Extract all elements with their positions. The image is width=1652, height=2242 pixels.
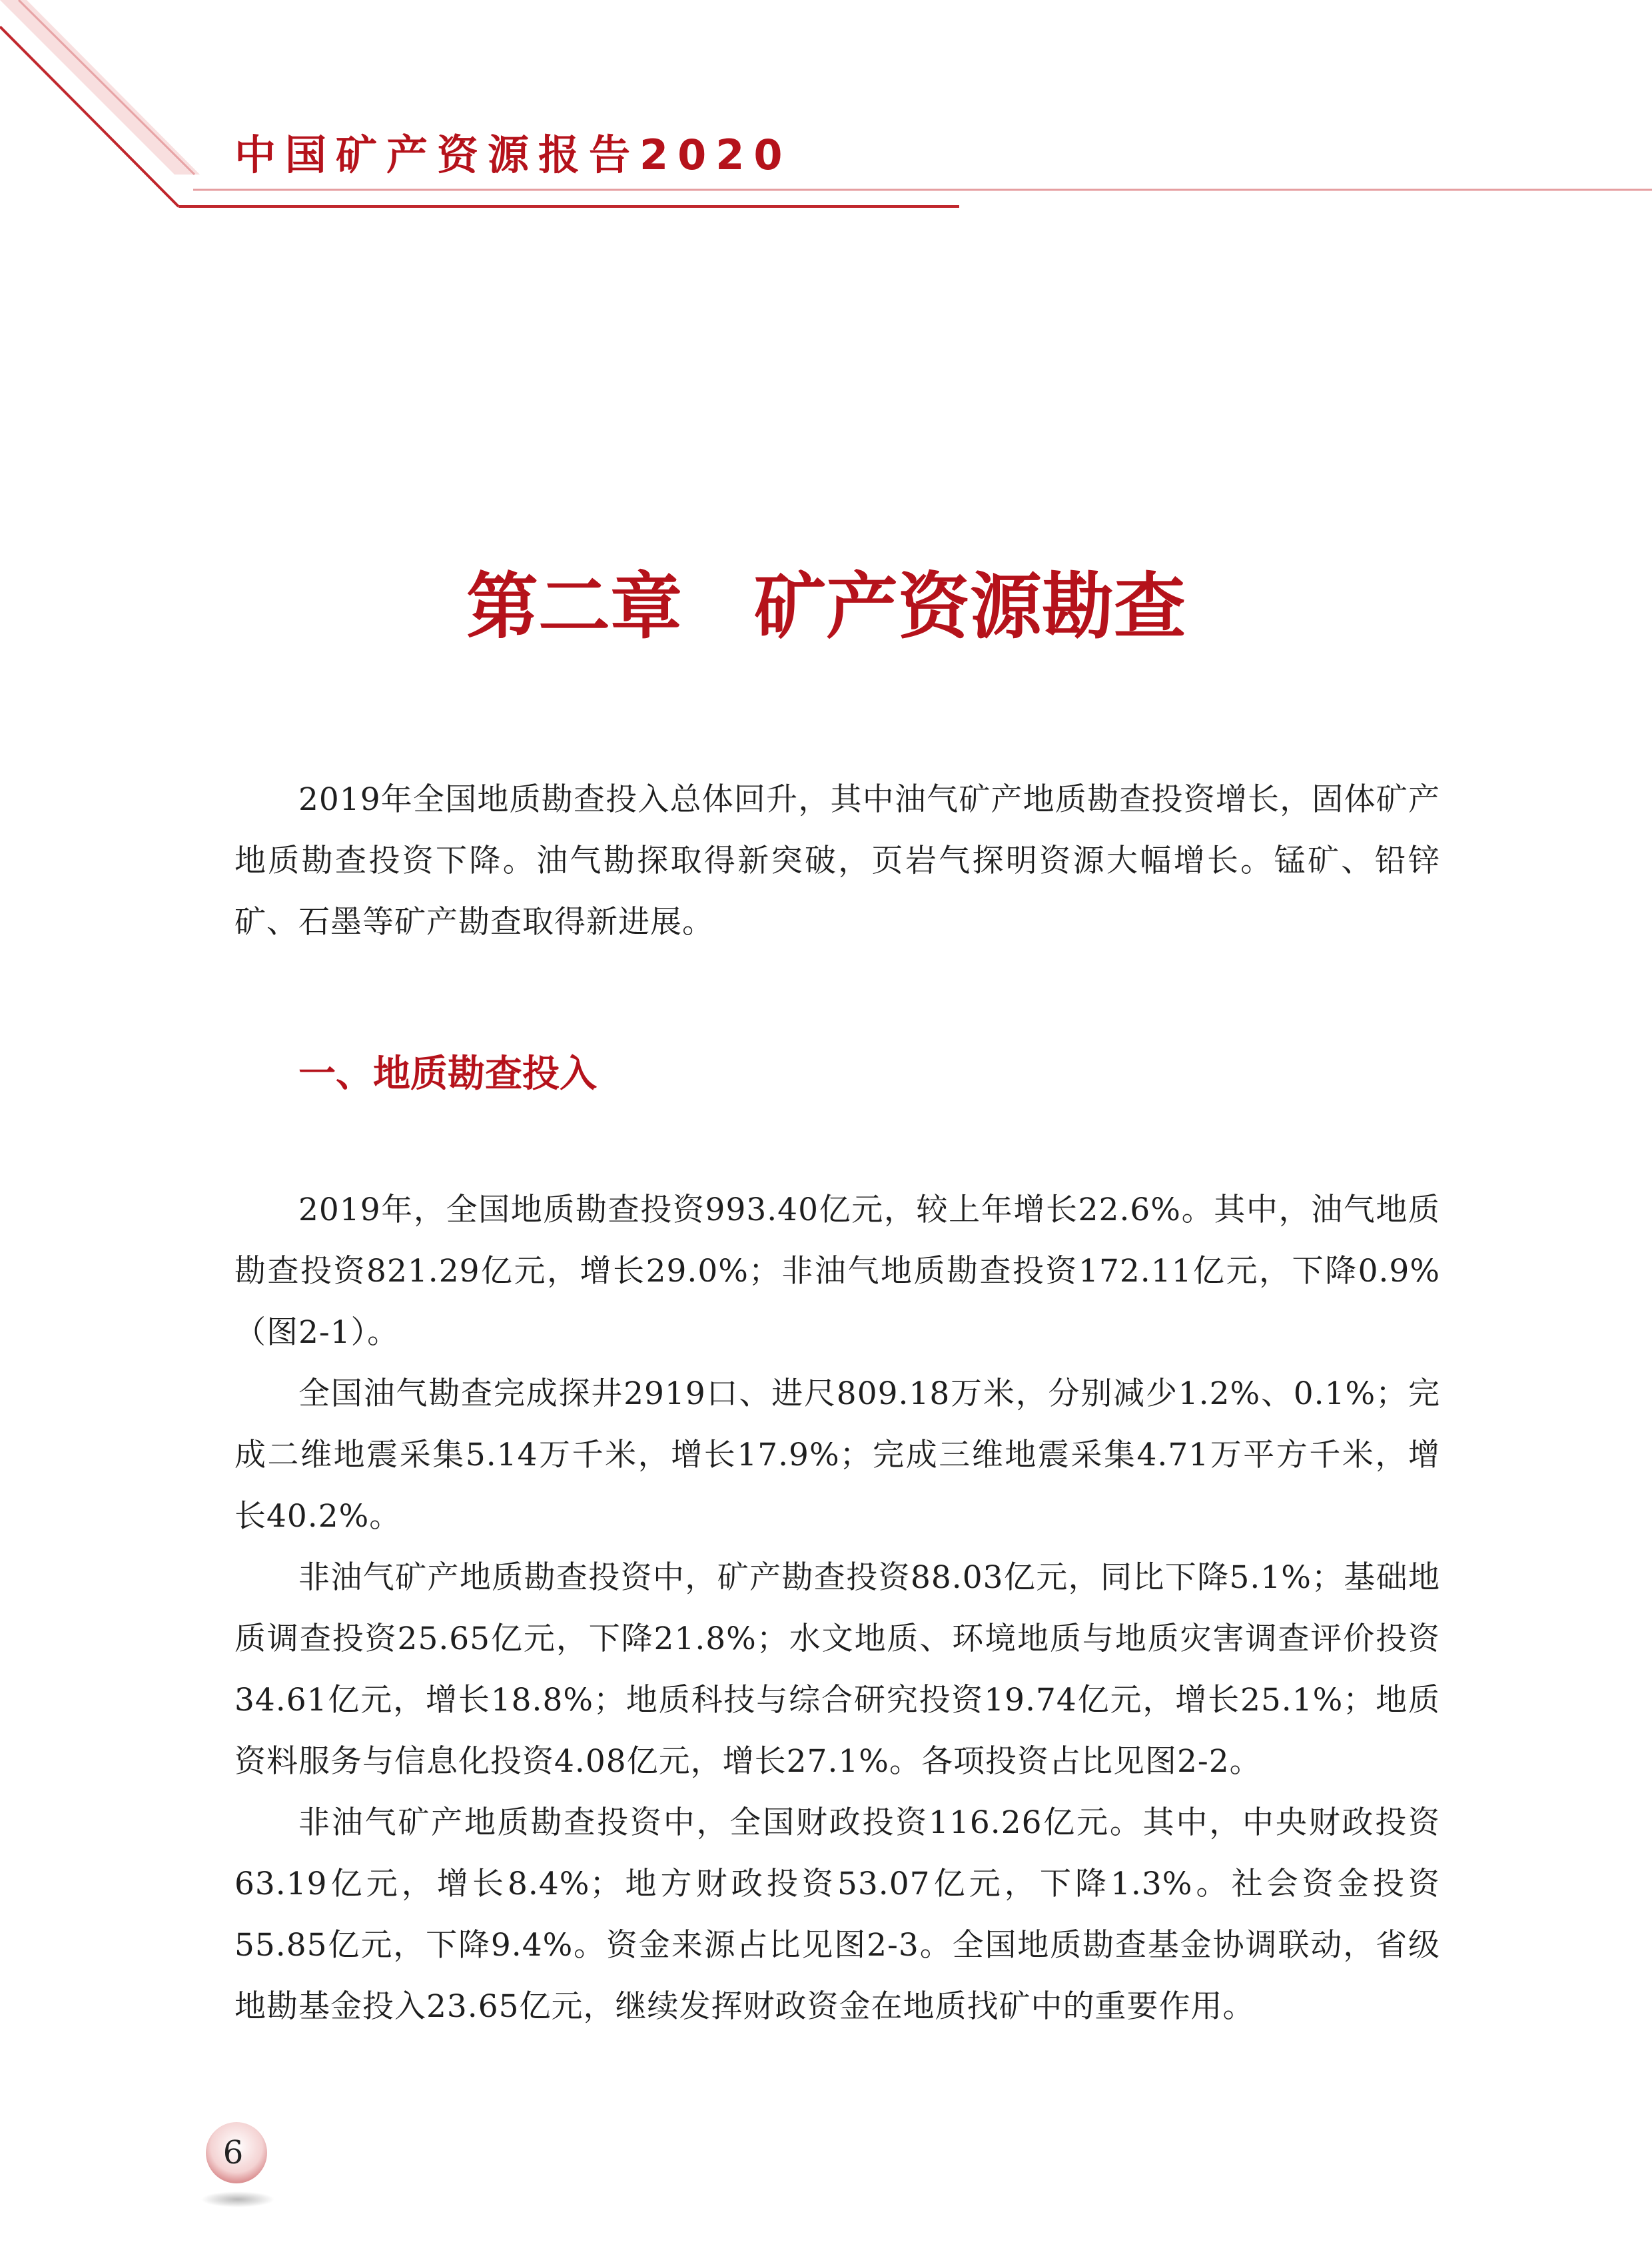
- header-diagonal-line: [0, 27, 179, 206]
- header-diagonal-band: [0, 0, 200, 175]
- body-paragraph: 2019年，全国地质勘查投资993.40亿元，较上年增长22.6%。其中，油气地质勘查投资821.29亿元，增长29.0%；非油气地质勘查投资172.11亿元，下降0.9%（图2-1）。: [234, 1192, 1440, 1351]
- intro-paragraph: 2019年全国地质勘查投入总体回升，其中油气矿产地质勘查投资增长，固体矿产地质勘查投资下降。油气勘探取得新突破，页岩气探明资源大幅增长。锰矿、铅锌矿、石墨等矿产勘查取得新进展。: [234, 781, 1440, 940]
- running-title: 中国矿产资源报告2020: [234, 131, 792, 179]
- body-paragraph: 非油气矿产地质勘查投资中，全国财政投资116.26亿元。其中，中央财政投资63.19亿元，增长8.4%；地方财政投资53.07亿元，下降1.3%。社会资金投资55.85亿元，下降9.4%。资金来源占比见图2-3。全国地质勘查基金协调联动，省级地勘基金投入23.65亿元，继续发挥财政资金在地质找矿中的重要作用。: [234, 1804, 1440, 2025]
- main-content: [234, 769, 1440, 2038]
- section-heading: 一、地质勘查投入: [298, 1052, 597, 1096]
- header-diagonal-line-2: [19, 0, 195, 175]
- badge-shadow: [201, 2191, 274, 2207]
- body-paragraph: 非油气矿产地质勘查投资中，矿产勘查投资88.03亿元，同比下降5.1%；基础地质调查投资25.65亿元，下降21.8%；水文地质、环境地质与地质灾害调查评价投资34.61亿元，增长18.8%；地质科技与综合研究投资19.74亿元，增长25.1%；地质资料服务与信息化投资4.08亿元，增长27.1%。各项投资占比见图2-2。: [234, 1559, 1440, 1780]
- page-number: 6: [222, 2134, 244, 2171]
- body-paragraph: 全国油气勘查完成探井2919口、进尺809.18万米，分别减少1.2%、0.1%；完成二维地震采集5.14万千米，增长17.9%；完成三维地震采集4.71万平方千米，增长40.2%。: [234, 1375, 1440, 1535]
- header-decoration: [0, 0, 1652, 220]
- chapter-title: 第二章 矿产资源勘查: [466, 565, 1186, 649]
